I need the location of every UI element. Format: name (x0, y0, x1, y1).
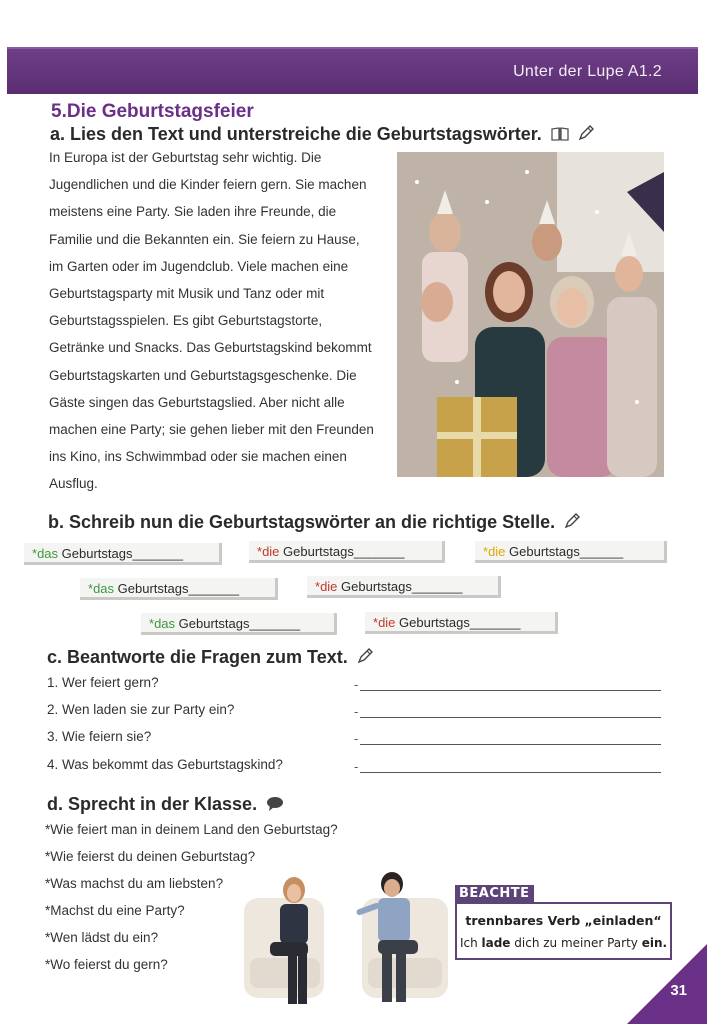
speech-bubble-icon (266, 795, 284, 816)
question-text: Wen laden sie zur Party ein? (62, 702, 235, 717)
pencil-icon (357, 648, 373, 669)
text-line: Geburtstagsspielen. Es gibt Geburtstagstorte, (49, 313, 323, 329)
reading-text (49, 144, 394, 498)
tag-article: die (488, 544, 506, 559)
section-d-heading (47, 794, 284, 816)
word-tag[interactable] (24, 543, 222, 565)
beachte-text: dich zu meiner Party (510, 936, 642, 950)
word-tag[interactable] (141, 613, 337, 635)
word-tag[interactable] (365, 612, 558, 634)
tag-word: Geburtstags_______ (395, 615, 521, 630)
lesson-title: 5.Die Geburtstagsfeier (51, 101, 254, 122)
tag-article: die (262, 544, 280, 559)
text-line: im Garten oder im Jugendclub. Viele machen eine (49, 258, 349, 274)
answer-line[interactable] (354, 704, 661, 718)
question-row (47, 702, 234, 717)
section-b-heading-text: b. Schreib nun die Geburtstagswörter an die richtige Stelle. (48, 512, 556, 532)
tag-article: das (37, 546, 59, 561)
text-line: Ausflug. (49, 476, 98, 492)
party-photo (397, 152, 664, 477)
tag-word: Geburtstags_______ (114, 581, 240, 596)
answer-line[interactable] (354, 759, 661, 773)
tag-star: * (315, 579, 321, 594)
beachte-line-2 (457, 936, 670, 950)
question-text: Wer feiert gern? (62, 675, 159, 690)
question-row (47, 729, 151, 744)
question-number: 3. (47, 729, 59, 744)
text-line: ins Kino, ins Schwimmbad oder sie machen einen (49, 449, 347, 465)
word-tag[interactable] (80, 578, 278, 600)
speaking-prompt: *Machst du eine Party? (45, 903, 185, 918)
question-text: Wie feiern sie? (62, 729, 152, 744)
section-a-heading (50, 124, 594, 146)
speaking-prompt: *Wen lädst du ein? (45, 930, 159, 945)
banner-title: Unter der Lupe A1.2 (513, 63, 662, 80)
beachte-line-1: trennbares Verb „einladen“ (465, 913, 662, 928)
beachte-label: BEACHTE (455, 885, 534, 902)
book-icon (551, 125, 569, 146)
answer-dash: - (354, 759, 359, 774)
tag-word: Geburtstags______ (505, 544, 624, 559)
text-line: Geburtstagskarten und Geburtstagsgeschenke. Die (49, 367, 357, 383)
text-line: Getränke und Snacks. Das Geburtstagskind bekommt (49, 340, 372, 356)
text-line: meistens eine Party. Sie laden ihre Freunde, die (49, 204, 337, 220)
tag-star: * (483, 544, 489, 559)
tag-word: Geburtstags_______ (175, 616, 301, 631)
section-b-heading (48, 512, 580, 534)
tag-article: die (320, 579, 338, 594)
pencil-icon (564, 513, 580, 534)
tag-star: * (32, 546, 38, 561)
tag-word: Geburtstags_______ (58, 546, 184, 561)
word-tag[interactable] (249, 541, 445, 563)
text-line: Familie und die Bekannten ein. Sie feiern zu Hause, (49, 231, 360, 247)
pencil-icon (578, 125, 594, 146)
tag-article: das (154, 616, 176, 631)
tag-star: * (257, 544, 263, 559)
question-number: 4. (47, 757, 59, 772)
text-line: Jugendlichen und die Kinder feiern gern. Sie machen (49, 177, 367, 193)
text-line: In Europa ist der Geburtstag sehr wichtig. Die (49, 150, 322, 165)
speaking-prompt: *Was machst du am liebsten? (45, 876, 224, 891)
section-c-heading-text: c. Beantworte die Fragen zum Text. (47, 647, 348, 667)
answer-line[interactable] (354, 731, 661, 745)
section-d-heading-text: d. Sprecht in der Klasse. (47, 794, 258, 814)
speaking-prompt: *Wie feiert man in deinem Land den Geburtstag? (45, 822, 338, 837)
answer-dash: - (354, 677, 359, 692)
answer-dash: - (354, 731, 359, 746)
section-c-heading (47, 647, 373, 669)
page-number: 31 (670, 982, 687, 999)
tag-star: * (88, 581, 94, 596)
header-banner (7, 47, 698, 94)
beachte-prefix: ein. (641, 936, 668, 950)
beachte-box (455, 902, 672, 960)
text-line: Gäste singen das Geburtstagslied. Aber nicht alle (49, 394, 345, 410)
conversation-illustration (236, 868, 458, 1018)
tag-star: * (149, 616, 155, 631)
question-text: Was bekommt das Geburtstagskind? (62, 757, 283, 772)
question-number: 1. (47, 675, 59, 690)
tag-article: die (378, 615, 396, 630)
text-line: machen eine Party; sie gehen lieber mit den Freunden (49, 422, 374, 438)
word-tag[interactable] (307, 576, 501, 598)
beachte-verb: lade (481, 936, 511, 950)
tag-word: Geburtstags_______ (279, 544, 405, 559)
text-line: Geburtstagsparty mit Musik und Tanz oder mit (49, 286, 325, 302)
question-number: 2. (47, 702, 59, 717)
speaking-prompt: *Wie feierst du deinen Geburtstag? (45, 849, 256, 864)
answer-dash: - (354, 704, 359, 719)
question-row (47, 675, 159, 690)
word-tag[interactable] (475, 541, 667, 563)
question-row (47, 757, 283, 772)
tag-word: Geburtstags_______ (337, 579, 463, 594)
speaking-prompt: *Wo feierst du gern? (45, 957, 168, 972)
section-a-heading-text: a. Lies den Text und unterstreiche die Geburtstagswörter. (50, 124, 542, 144)
beachte-text: Ich (459, 936, 482, 950)
tag-article: das (93, 581, 115, 596)
answer-line[interactable] (354, 677, 661, 691)
tag-star: * (373, 615, 379, 630)
